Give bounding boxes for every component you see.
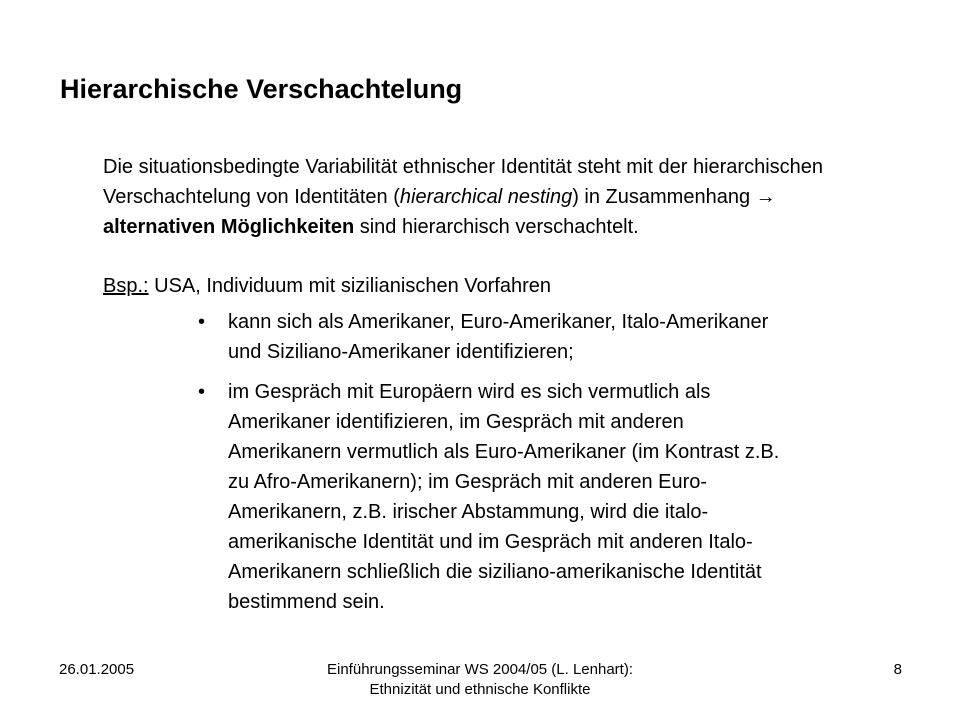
bullet-list — [103, 307, 903, 617]
intro-text-2: ) in Zusammenhang — [572, 186, 756, 208]
bullet-text — [228, 377, 788, 617]
footer-course — [240, 660, 720, 700]
example-line — [103, 271, 903, 301]
bullet-item — [103, 377, 788, 617]
bullet-icon: • — [198, 311, 206, 333]
bullet-line: bestimmend sein. — [228, 591, 385, 613]
bullet-item — [103, 307, 788, 367]
footer-date: 26.01.2005 — [59, 661, 135, 678]
intro-bold: alternativen Möglichkeiten — [103, 216, 355, 238]
bullet-line: Amerikanern, z.B. irischer Abstammung, wird die italo- — [228, 501, 709, 523]
bullet-line: Amerikanern schließlich die siziliano-amerikanische Identität — [228, 561, 762, 583]
bullet-line: Amerikaner identifizieren, im Gespräch mit anderen — [228, 411, 684, 433]
footer-course-line: Einführungsseminar WS 2004/05 (L. Lenhart): — [327, 661, 633, 678]
bullet-line: kann sich als Amerikaner, Euro-Amerikaner, Italo-Amerikaner — [228, 311, 769, 333]
bullet-line: Amerikanern vermutlich als Euro-Amerikaner (im Kontrast z.B. — [228, 441, 780, 463]
example-label: Bsp.: — [103, 275, 149, 297]
intro-italic: hierarchical nesting — [399, 186, 573, 208]
intro-paragraph — [103, 152, 863, 242]
page-number: 8 — [893, 661, 902, 678]
bullet-line: amerikanische Identität und im Gespräch mit anderen Italo- — [228, 531, 753, 553]
bullet-line: und Siziliano-Amerikaner identifizieren; — [228, 341, 574, 363]
example-text: USA, Individuum mit sizilianischen Vorfahren — [148, 275, 551, 297]
bullet-line: zu Afro-Amerikanern); im Gespräch mit anderen Euro- — [228, 471, 708, 493]
bullet-line: im Gespräch mit Europäern wird es sich vermutlich als — [228, 381, 711, 403]
slide-title: Hierarchische Verschachtelung — [60, 74, 463, 104]
intro-text-1: Die situationsbedingte Variabilität ethnischer Identität steht mit der hierarchischen Verschachtelung von Identitäten ( — [103, 156, 824, 208]
arrow-right-icon: → — [755, 186, 776, 208]
intro-text-3: sind hierarchisch verschachtelt. — [354, 216, 639, 238]
footer-course-line: Ethnizität und ethnische Konflikte — [369, 681, 591, 698]
bullet-icon: • — [198, 381, 206, 403]
slide-body — [103, 152, 903, 627]
bullet-text — [228, 307, 788, 367]
